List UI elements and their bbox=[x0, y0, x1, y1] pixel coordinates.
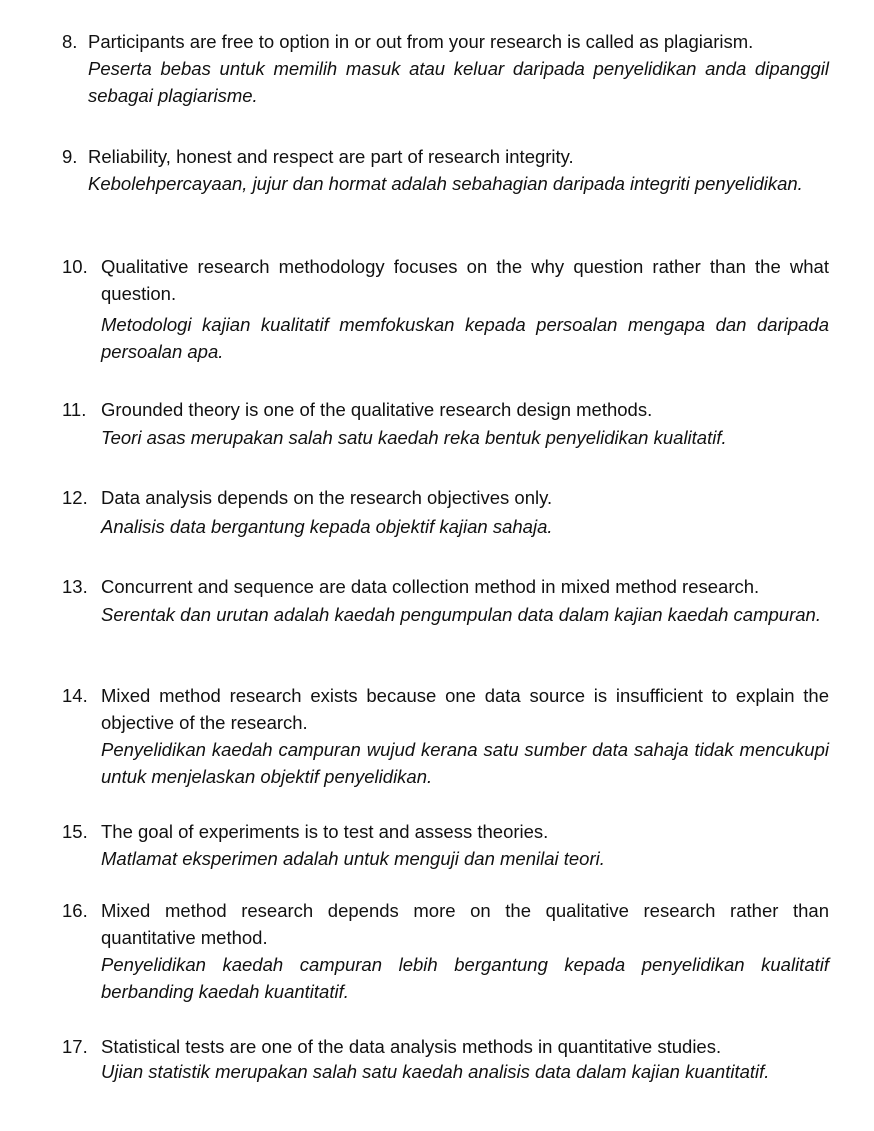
question-number: 16. bbox=[62, 900, 88, 921]
question-number: 15. bbox=[62, 821, 88, 842]
question-number: 12. bbox=[62, 487, 88, 508]
question-english: Participants are free to option in or out from your research is called as plagiarism. bbox=[88, 31, 754, 52]
question-malay: Metodologi kajian kualitatif memfokuskan kepada persoalan mengapa dan daripada persoalan apa. bbox=[101, 314, 829, 362]
question-english: Statistical tests are one of the data analysis methods in quantitative studies. bbox=[101, 1036, 722, 1057]
question-malay: Peserta bebas untuk memilih masuk atau keluar daripada penyelidikan anda dipanggil sebagai plagiarisme. bbox=[88, 58, 829, 106]
question-malay: Serentak dan urutan adalah kaedah pengumpulan data dalam kajian kaedah campuran. bbox=[101, 604, 821, 625]
question-malay: Matlamat eksperimen adalah untuk menguji dan menilai teori. bbox=[101, 848, 605, 869]
question-english: Reliability, honest and respect are part of research integrity. bbox=[88, 146, 574, 167]
question-english: Mixed method research exists because one data source is insufficient to explain the objective of the research. bbox=[101, 685, 829, 733]
question-number: 17. bbox=[62, 1036, 88, 1057]
question-english: Data analysis depends on the research objectives only. bbox=[101, 487, 553, 508]
question-number: 8. bbox=[62, 31, 78, 52]
question-english: The goal of experiments is to test and assess theories. bbox=[101, 821, 549, 842]
question-number: 9. bbox=[62, 146, 78, 167]
question-malay: Penyelidikan kaedah campuran wujud kerana satu sumber data sahaja tidak mencukupi untuk menjelaskan objektif penyelidikan. bbox=[101, 739, 829, 787]
question-number: 11. bbox=[62, 399, 87, 420]
question-number: 13. bbox=[62, 576, 88, 597]
question-malay: Ujian statistik merupakan salah satu kaedah analisis data dalam kajian kuantitatif. bbox=[101, 1061, 770, 1082]
question-english: Mixed method research depends more on the qualitative research rather than quantitative method. bbox=[101, 900, 829, 948]
question-malay: Analisis data bergantung kepada objektif kajian sahaja. bbox=[101, 516, 553, 537]
question-number: 10. bbox=[62, 256, 88, 277]
question-malay: Penyelidikan kaedah campuran lebih bergantung kepada penyelidikan kualitatif berbanding kaedah kuantitatif. bbox=[101, 954, 829, 1002]
question-malay: Kebolehpercayaan, jujur dan hormat adalah sebahagian daripada integriti penyelidikan. bbox=[88, 173, 803, 194]
question-malay: Teori asas merupakan salah satu kaedah reka bentuk penyelidikan kualitatif. bbox=[101, 427, 727, 448]
question-english: Grounded theory is one of the qualitative research design methods. bbox=[101, 399, 653, 420]
question-number: 14. bbox=[62, 685, 88, 706]
question-english: Qualitative research methodology focuses on the why question rather than the what question. bbox=[101, 256, 829, 304]
question-english: Concurrent and sequence are data collection method in mixed method research. bbox=[101, 576, 760, 597]
